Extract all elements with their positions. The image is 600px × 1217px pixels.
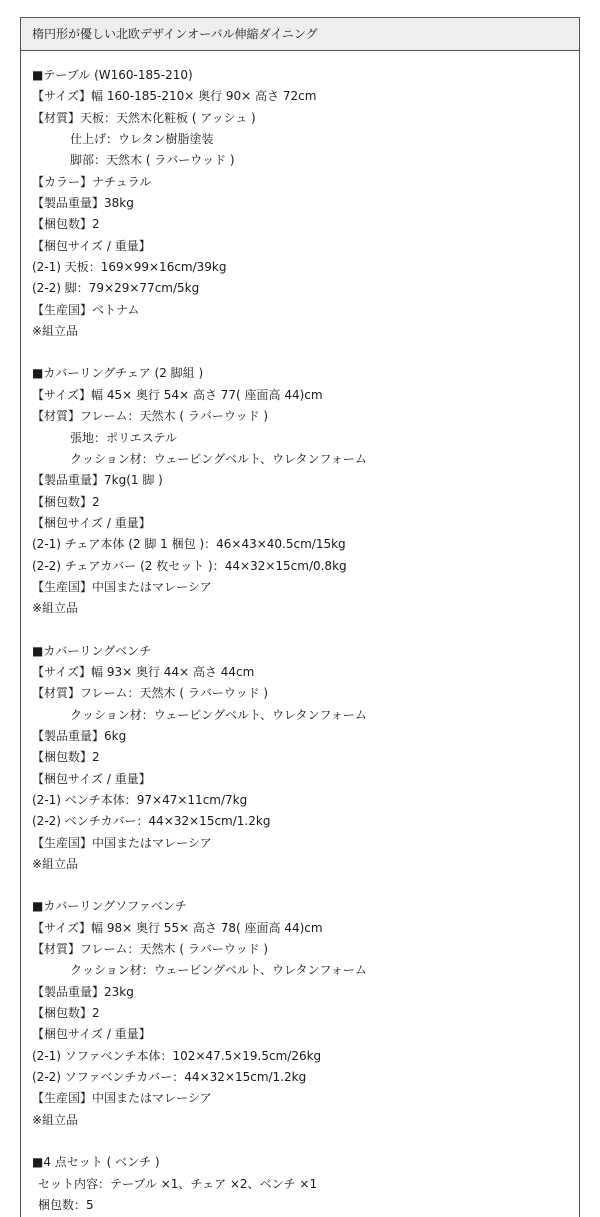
- spec-line: 【材質】フレーム：天然木 ( ラバーウッド ): [32, 409, 269, 424]
- section-heading: ■カバーリングチェア (2 脚組 ): [32, 366, 204, 381]
- spec-line: 【梱包数】2: [32, 494, 100, 509]
- spec-line: (2-1) ソファベンチ本体：102×47.5×19.5cm/26kg: [32, 1048, 322, 1063]
- spec-line: 【材質】フレーム：天然木 ( ラバーウッド ): [32, 942, 269, 957]
- spec-line: セット内容：テーブル ×1、チェア ×2、ベンチ ×1: [38, 1176, 318, 1191]
- spec-line: 仕上げ：ウレタン樹脂塗装: [70, 132, 214, 147]
- spec-line: 【材質】フレーム：天然木 ( ラバーウッド ): [32, 686, 269, 701]
- spec-line: 【梱包サイズ / 重量】: [32, 515, 151, 530]
- spec-line: 張地：ポリエステル: [70, 430, 177, 445]
- section-heading: ■カバーリングソファベンチ: [32, 899, 187, 914]
- spec-content: [21, 51, 579, 1216]
- spec-line: クッション材：ウェービングベルト、ウレタンフォーム: [70, 451, 367, 466]
- section-heading: ■4 点セット ( ベンチ ): [32, 1155, 160, 1170]
- spec-line: ※組立品: [32, 601, 79, 616]
- spec-line: 【製品重量】23kg: [32, 984, 134, 999]
- spec-line: (2-2) 脚：79×29×77cm/5kg: [32, 281, 200, 296]
- spec-line: ※組立品: [32, 1112, 79, 1127]
- spec-line: ※組立品: [32, 324, 79, 339]
- spec-line: クッション材：ウェービングベルト、ウレタンフォーム: [70, 963, 367, 978]
- spec-line: 【カラー】ナチュラル: [32, 174, 152, 189]
- spec-line: (2-1) チェア本体 (2 脚 1 梱包 )：46×43×40.5cm/15kg: [32, 537, 346, 552]
- spec-line: 【材質】天板：天然木化粧板 ( アッシュ ): [32, 110, 256, 125]
- spec-line: 【製品重量】7kg(1 脚 ): [32, 473, 163, 488]
- spec-line: 【生産国】ベトナム: [32, 302, 140, 317]
- spec-line: 【生産国】中国またはマレーシア: [32, 835, 212, 850]
- spec-section: [32, 1152, 579, 1216]
- spec-line: 【梱包数】2: [32, 217, 100, 232]
- spec-line: 【サイズ】幅 93× 奥行 44× 高さ 44cm: [32, 664, 255, 679]
- spec-line: 【サイズ】幅 45× 奥行 54× 高さ 77( 座面高 44)cm: [32, 387, 323, 402]
- spec-line: 梱包数：5: [38, 1197, 94, 1212]
- spec-title: 楕円形が優しい北欧デザインオーバル伸縮ダイニング: [21, 18, 579, 51]
- spec-line: 【梱包サイズ / 重量】: [32, 1027, 151, 1042]
- spec-line: 【梱包数】2: [32, 1006, 100, 1021]
- section-heading: ■テーブル (W160-185-210): [32, 68, 193, 82]
- spec-line: 【製品重量】38kg: [32, 196, 134, 211]
- spec-line: (2-2) ソファベンチカバー：44×32×15cm/1.2kg: [32, 1070, 307, 1085]
- section-heading: ■カバーリングベンチ: [32, 643, 152, 658]
- spec-line: 【梱包サイズ / 重量】: [32, 771, 151, 786]
- spec-line: (2-1) 天板：169×99×16cm/39kg: [32, 260, 227, 275]
- spec-section: [32, 65, 579, 342]
- spec-line: 【梱包サイズ / 重量】: [32, 238, 151, 253]
- spec-line: 【梱包数】2: [32, 750, 100, 765]
- spec-line: 【製品重量】6kg: [32, 728, 127, 743]
- spec-line: (2-1) ベンチ本体：97×47×11cm/7kg: [32, 793, 248, 807]
- spec-line: (2-2) ベンチカバー：44×32×15cm/1.2kg: [32, 814, 271, 829]
- spec-line: 【生産国】中国またはマレーシア: [32, 1091, 212, 1106]
- spec-line: 【生産国】中国またはマレーシア: [32, 579, 212, 594]
- spec-section: [32, 641, 579, 876]
- spec-line: クッション材：ウェービングベルト、ウレタンフォーム: [70, 707, 367, 722]
- spec-line: 【サイズ】幅 160-185-210× 奥行 90× 高さ 72cm: [32, 89, 317, 104]
- spec-section: [32, 896, 579, 1131]
- spec-line: ※組立品: [32, 857, 79, 872]
- spec-section: [32, 363, 579, 619]
- spec-line: 【サイズ】幅 98× 奥行 55× 高さ 78( 座面高 44)cm: [32, 920, 323, 935]
- spec-line: (2-2) チェアカバー (2 枚セット )：44×32×15cm/0.8kg: [32, 558, 347, 573]
- spec-line: 脚部：天然木 ( ラバーウッド ): [70, 153, 235, 168]
- spec-table: [20, 17, 580, 1217]
